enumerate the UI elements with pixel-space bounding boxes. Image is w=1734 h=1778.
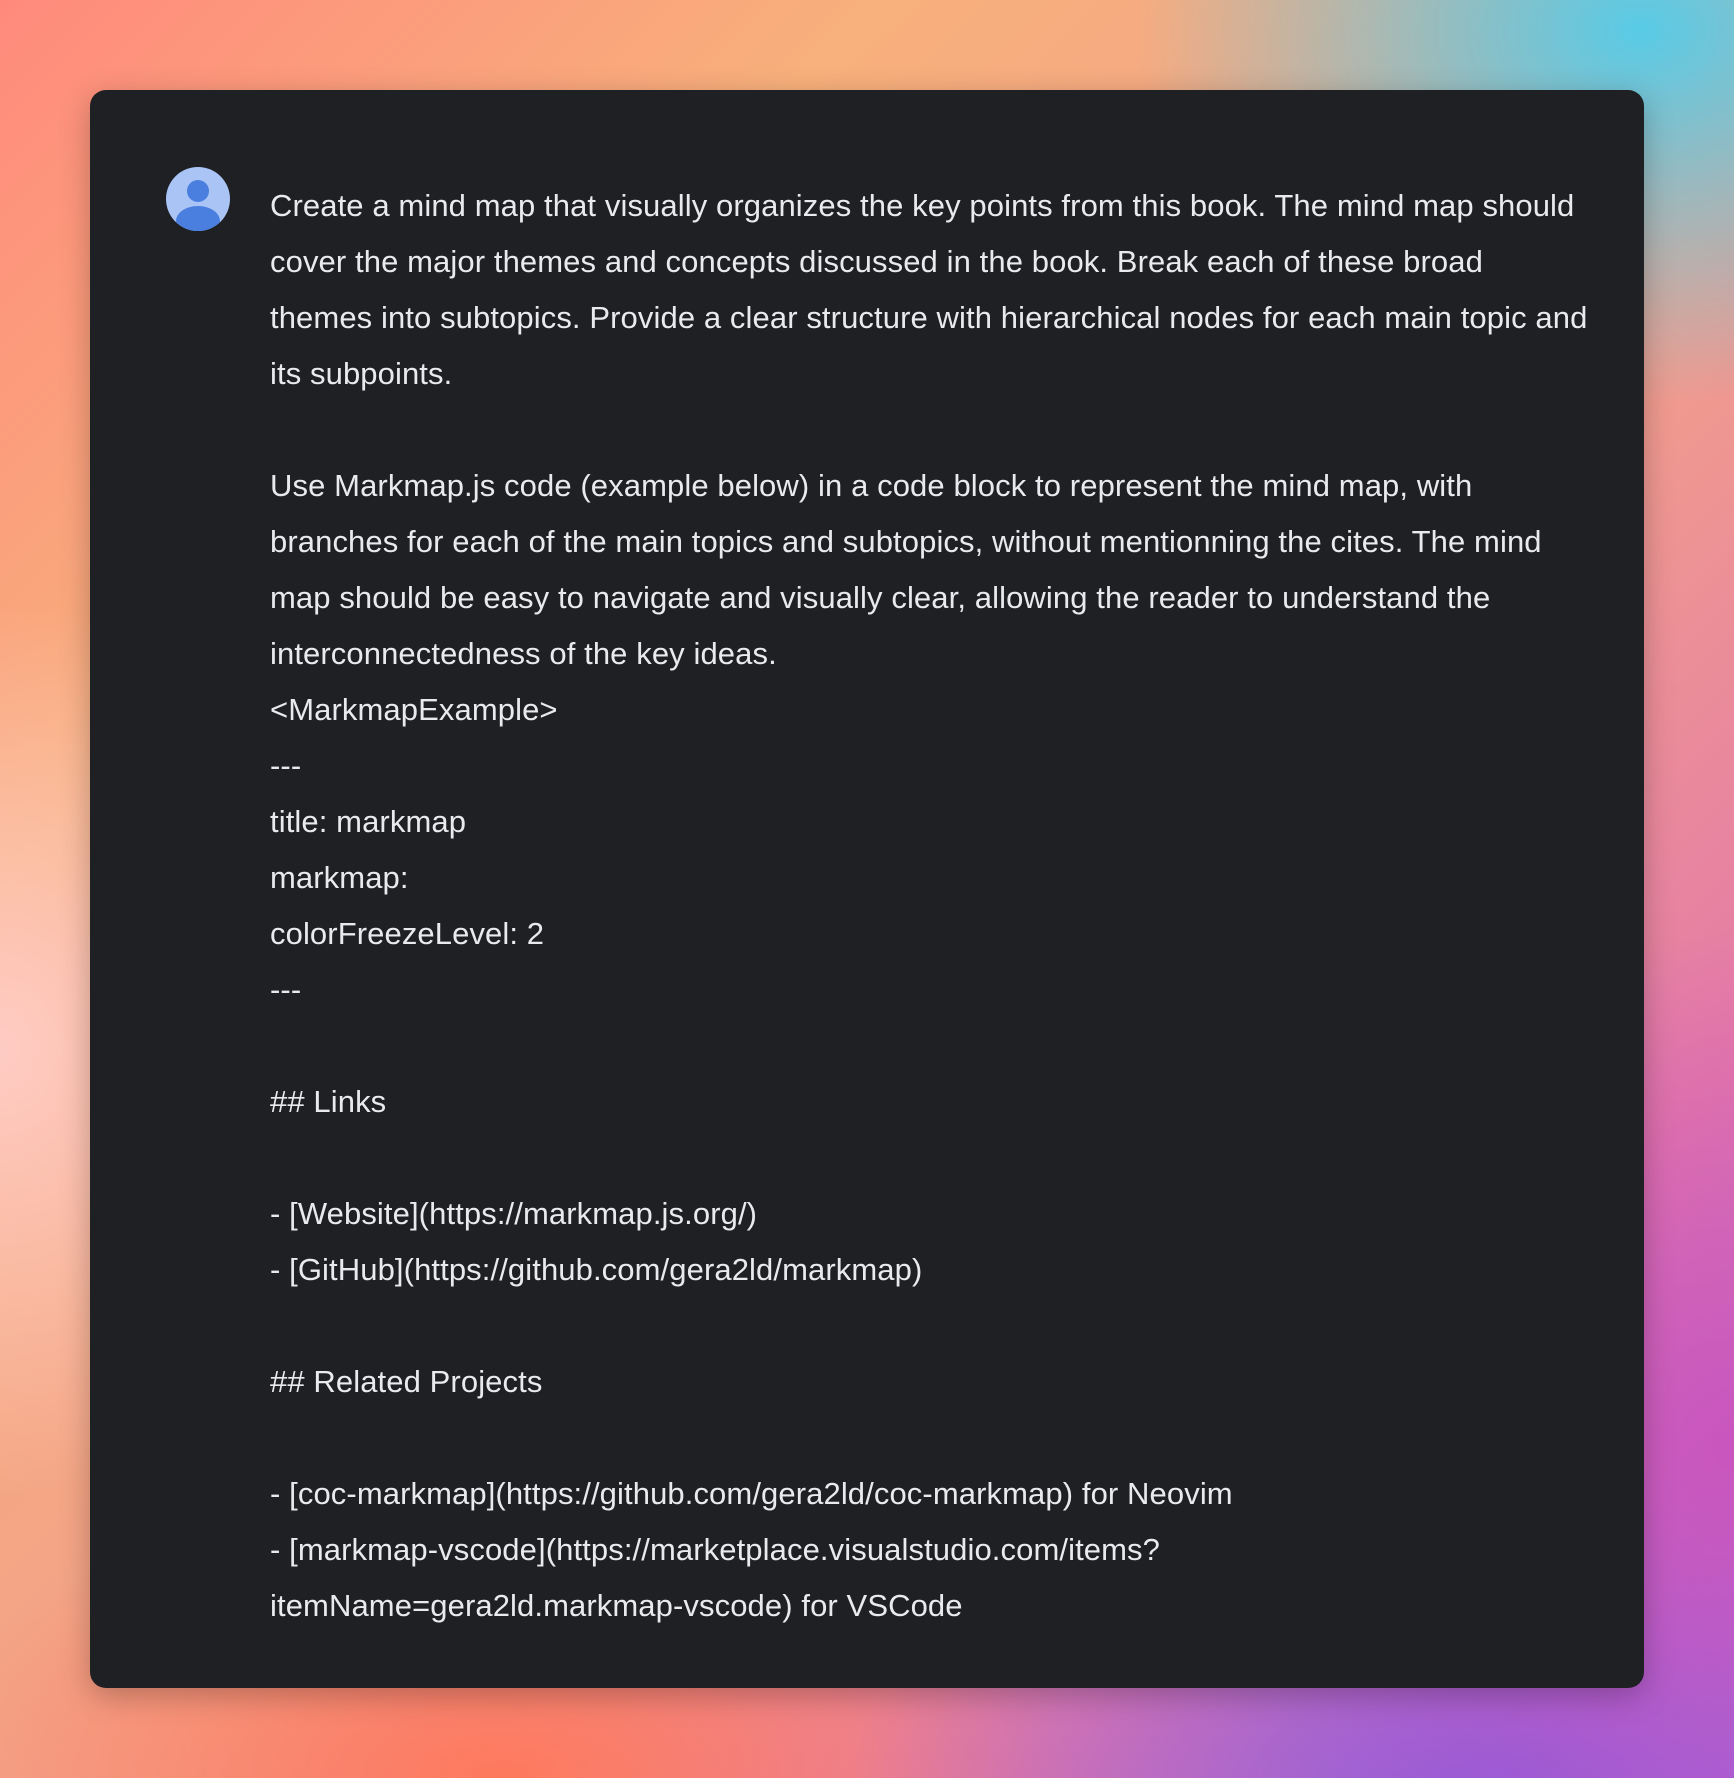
prompt-paragraph-2: Use Markmap.js code (example below) in a code block to represent the mind map, with branches for each of the main topics and subtopics, without mentionning the cites. The mind map should be easy to navigate and visually clear, allowing the reader to understand the interconnectedness of the key ideas. <box>270 468 1551 671</box>
frontmatter-markmap: markmap: <box>270 860 409 895</box>
related-markmap-vscode-line-1: - [markmap-vscode](https://marketplace.visualstudio.com/items? <box>270 1532 1161 1567</box>
avatar-person-glyph <box>166 167 230 231</box>
blank-line <box>270 402 1590 458</box>
frontmatter-color-freeze: colorFreezeLevel: 2 <box>270 916 545 951</box>
chat-message-card <box>90 90 1644 1688</box>
user-prompt-text <box>270 178 1597 1634</box>
blank-line <box>270 1298 1590 1354</box>
blank-line <box>270 1130 1590 1186</box>
related-coc-markmap-line: - [coc-markmap](https://github.com/gera2ld/coc-markmap) for Neovim <box>270 1476 1233 1511</box>
link-website-line: - [Website](https://markmap.js.org/) <box>270 1196 758 1231</box>
links-heading: ## Links <box>270 1084 387 1119</box>
blank-line <box>270 1018 1590 1074</box>
frontmatter-close: --- <box>270 972 302 1007</box>
link-github-line: - [GitHub](https://github.com/gera2ld/markmap) <box>270 1252 923 1287</box>
frontmatter-title: title: markmap <box>270 804 467 839</box>
user-avatar-icon[interactable] <box>166 167 230 231</box>
frontmatter-open: --- <box>270 748 302 783</box>
related-markmap-vscode-line-2: itemName=gera2ld.markmap-vscode) for VSCode <box>270 1588 963 1623</box>
prompt-paragraph-1: Create a mind map that visually organizes the key points from this book. The mind map should cover the major themes and concepts discussed in the book. Break each of these broad themes into subtopics. Provide a clear structure with hierarchical nodes for each main topic and its subpoints. <box>270 188 1597 391</box>
markmap-example-open-tag: <MarkmapExample> <box>270 692 558 727</box>
blank-line <box>270 1410 1590 1466</box>
related-projects-heading: ## Related Projects <box>270 1364 543 1399</box>
